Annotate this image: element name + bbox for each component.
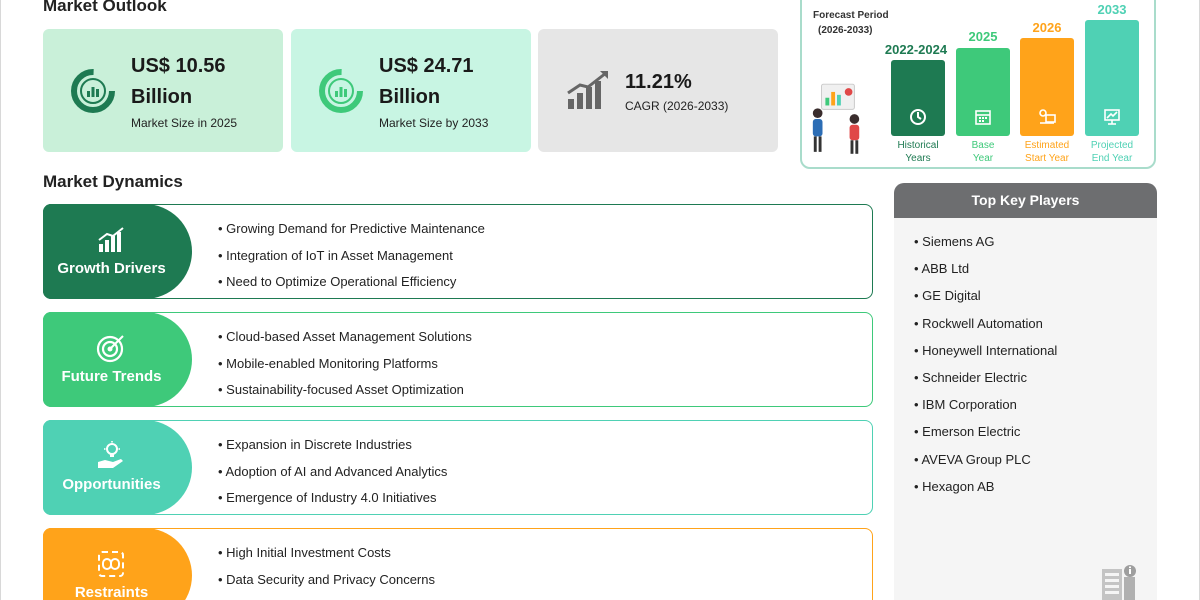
list-item: • Adoption of AI and Advanced Analytics (218, 463, 447, 490)
restraints-label: Restraints (74, 584, 149, 600)
forecast-period-panel (800, 0, 1156, 169)
cagr-value: 11.21% (625, 71, 692, 93)
history-icon (908, 107, 928, 127)
forecast-period-range: (2026-2033) (818, 25, 873, 36)
bar-caption-historical-2: Years (905, 153, 931, 164)
key-players-title: Top Key Players (894, 183, 1157, 218)
growth-bar-chart-icon (564, 67, 612, 115)
market-size-2033-card (291, 29, 531, 152)
list-item: • Mobile-enabled Monitoring Platforms (218, 355, 472, 382)
list-item: • Expansion in Discrete Industries (218, 436, 447, 463)
restraints-tab (43, 528, 192, 600)
idea-hand-icon (95, 440, 127, 472)
list-item: • GE Digital (914, 287, 1057, 314)
bar-caption-base-1: Base (971, 140, 995, 151)
cagr-card (538, 29, 778, 152)
list-item: • Emerson Electric (914, 423, 1057, 450)
bar-year-2033: 2033 (1097, 2, 1127, 17)
list-item: • AVEVA Group PLC (914, 451, 1057, 478)
bar-caption-projected-2: End Year (1091, 153, 1133, 164)
bar-caption-base-2: Year (972, 153, 994, 164)
future-trends-row (43, 312, 873, 407)
broken-link-icon (95, 548, 127, 580)
bar-year-2025: 2025 (968, 29, 998, 44)
list-item: • Sustainability-focused Asset Optimization (218, 381, 472, 408)
projection-icon (1102, 107, 1122, 127)
list-item: • Need to Optimize Operational Efficiency (218, 273, 485, 300)
opportunities-label: Opportunities (62, 476, 161, 493)
market-size-2025-value-line2: Billion (131, 86, 193, 108)
opportunities-row (43, 420, 873, 515)
calendar-icon (973, 107, 993, 127)
key-players-list (914, 233, 1057, 505)
market-size-2033-value-line1: US$ 24.71 (379, 55, 474, 77)
building-info-icon (1100, 563, 1138, 600)
cagr-caption: CAGR (2026-2033) (625, 99, 729, 113)
analysts-illustration (808, 80, 866, 158)
list-item: • Rockwell Automation (914, 315, 1057, 342)
growth-drivers-label: Growth Drivers (57, 260, 166, 277)
bar-year-2026: 2026 (1032, 20, 1062, 35)
opportunities-list (218, 436, 447, 516)
list-item: • IBM Corporation (914, 396, 1057, 423)
market-dynamics-title: Market Dynamics (43, 172, 183, 191)
market-outlook-title: Market Outlook (43, 0, 167, 15)
restraints-list (218, 544, 435, 597)
bar-caption-estimated-2: Start Year (1025, 153, 1069, 164)
list-item: • Emergence of Industry 4.0 Initiatives (218, 489, 447, 516)
list-item: • Growing Demand for Predictive Maintenance (218, 220, 485, 247)
target-icon (95, 332, 127, 364)
market-size-2025-value-line1: US$ 10.56 (131, 55, 226, 77)
restraints-row (43, 528, 873, 600)
list-item: • Data Security and Privacy Concerns (218, 571, 435, 598)
list-item: • Cloud-based Asset Management Solutions (218, 328, 472, 355)
list-item: • Siemens AG (914, 233, 1057, 260)
market-size-2033-value-line2: Billion (379, 86, 441, 108)
growth-chart-icon (95, 224, 127, 256)
bar-caption-historical-1: Historical (897, 140, 939, 151)
estimate-icon (1037, 107, 1057, 127)
bar-year-2022-2024: 2022-2024 (884, 42, 948, 57)
list-item: • Honeywell International (914, 342, 1057, 369)
list-item: • Hexagon AB (914, 478, 1057, 505)
list-item: • ABB Ltd (914, 260, 1057, 287)
opportunities-tab (43, 420, 192, 515)
market-size-2033-caption: Market Size by 2033 (379, 116, 489, 130)
bar-caption-projected-1: Projected (1090, 140, 1134, 151)
growth-drivers-row (43, 204, 873, 299)
market-size-2025-card (43, 29, 283, 152)
list-item: • Schneider Electric (914, 369, 1057, 396)
market-size-2025-caption: Market Size in 2025 (131, 116, 238, 130)
donut-chart-icon (317, 67, 365, 115)
key-players-panel (894, 183, 1157, 600)
list-item: • High Initial Investment Costs (218, 544, 435, 571)
donut-chart-icon (69, 67, 117, 115)
bar-caption-estimated-1: Estimated (1024, 140, 1070, 151)
growth-drivers-list (218, 220, 485, 300)
future-trends-tab (43, 312, 192, 407)
growth-drivers-tab (43, 204, 192, 299)
forecast-period-label: Forecast Period (813, 10, 889, 21)
list-item: • Integration of IoT in Asset Management (218, 247, 485, 274)
future-trends-label: Future Trends (61, 368, 162, 385)
future-trends-list (218, 328, 472, 408)
